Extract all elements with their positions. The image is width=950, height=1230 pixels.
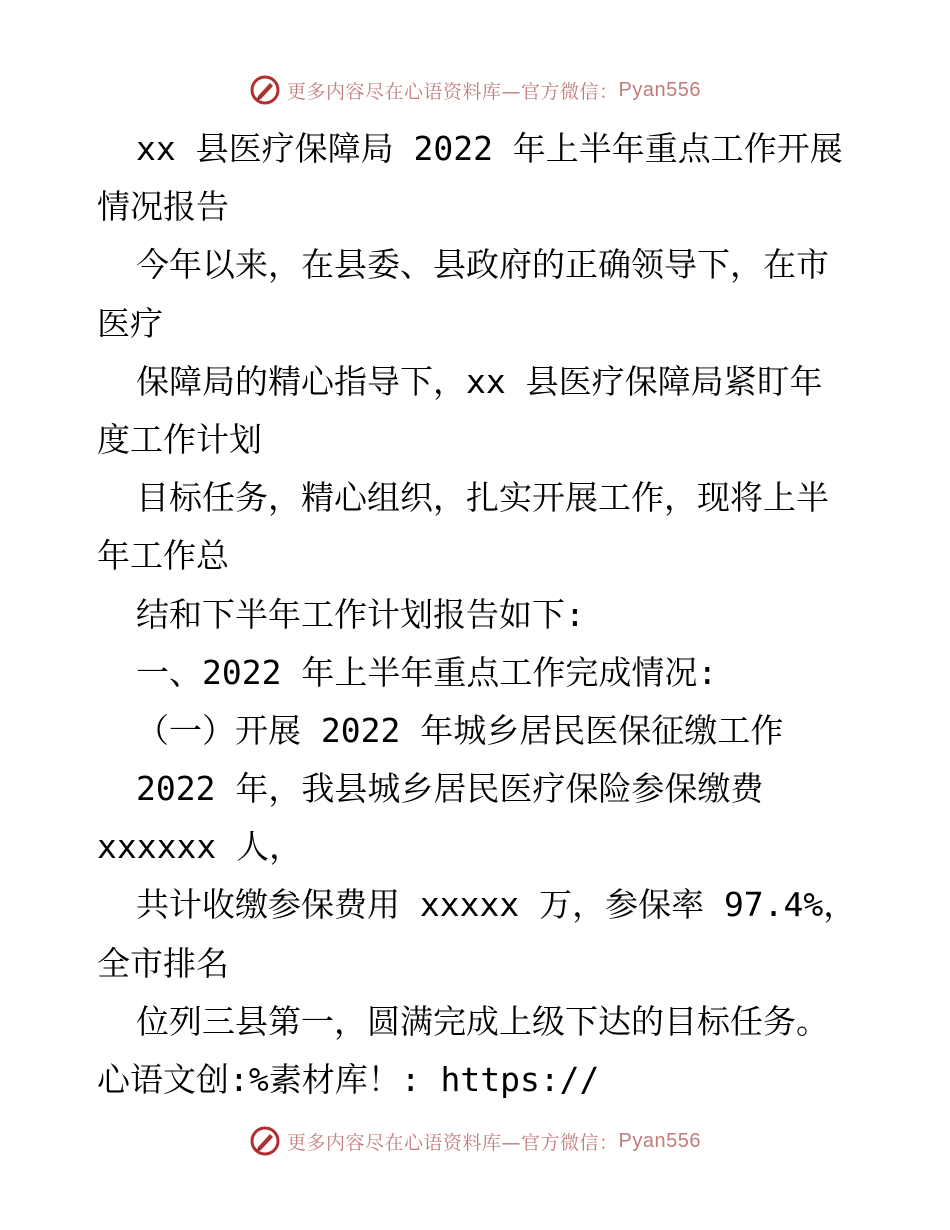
header-wechat-id: Pyan556 (618, 78, 701, 101)
header-banner (0, 70, 950, 110)
document-line: 目标任务，精心组织，扎实开展工作，现将上半 (136, 478, 829, 518)
document-line: 2022 年，我县城乡居民医疗保险参保缴费 (136, 769, 764, 809)
document-line: 心语文创:%素材库！: https:// (97, 1060, 600, 1099)
document-body (97, 120, 857, 1109)
document-line: xx 县医疗保障局 2022 年上半年重点工作开展 (136, 129, 843, 168)
document-line: （一）开展 2022 年城乡居民医保征缴工作 (136, 710, 784, 750)
document-line: xxxxxx 人， (97, 827, 303, 867)
document-line: 度工作计划 (97, 419, 262, 459)
footer-wechat-id: Pyan556 (618, 1129, 701, 1152)
document-line: 结和下半年工作计划报告如下: (136, 594, 585, 634)
header-banner-text: 更多内容尽在心语资料库—官方微信： (287, 80, 619, 103)
document-line: 位列三县第一，圆满完成上级下达的目标任务。 (136, 1001, 829, 1041)
document-line: 今年以来，在县委、县政府的正确领导下，在市 (136, 245, 829, 285)
document-line: 共计收缴参保费用 xxxxx 万，参保率 97.4%， (136, 885, 857, 925)
document-line: 保障局的精心指导下，xx 县医疗保障局紧盯年 (136, 361, 823, 401)
document-line: 情况报告 (97, 187, 229, 227)
footer-banner-text: 更多内容尽在心语资料库—官方微信： (287, 1131, 619, 1154)
pen-logo-icon (249, 74, 281, 106)
document-line: 一、2022 年上半年重点工作完成情况: (136, 652, 718, 692)
document-line: 全市排名 (97, 943, 229, 983)
footer-banner (0, 1121, 950, 1161)
document-line: 医疗 (97, 303, 163, 343)
document-line: 年工作总 (97, 536, 229, 576)
pen-logo-icon (249, 1125, 281, 1157)
